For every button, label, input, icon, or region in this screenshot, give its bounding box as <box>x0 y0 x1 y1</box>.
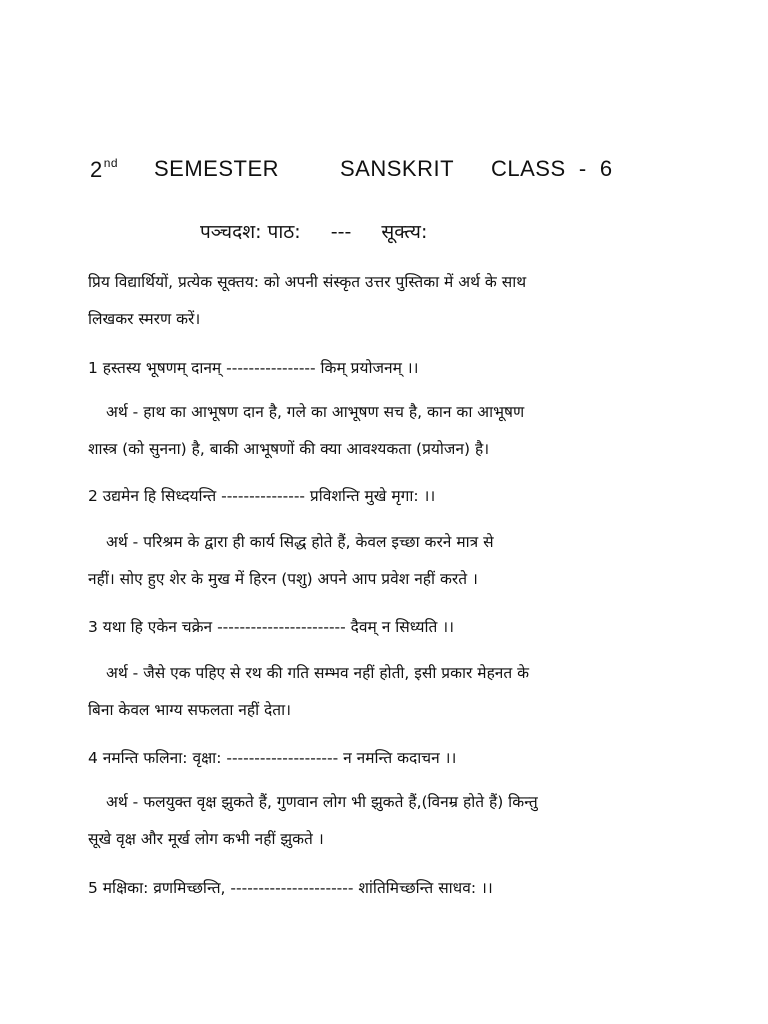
meaning-line: अर्थ - जैसे एक पहिए से रथ की गति सम्भव नहीं होती, इसी प्रकार मेहनत के <box>106 664 530 682</box>
verse-text: 2 उद्यमेन हि सिध्दयन्ति --------------- प्रविशन्ति मुखे मृगा: ।। <box>88 487 436 505</box>
verse-text: 3 यथा हि एकेन चक्रेन ----------------------- दैवम् न सिध्यति ।। <box>88 618 455 636</box>
meaning-1 <box>88 394 688 468</box>
meaning-line: बिना केवल भाग्य सफलता नहीं देता। <box>88 701 291 719</box>
verse-5 <box>88 870 688 907</box>
semester-label: SEMESTER <box>154 156 280 181</box>
verse-3 <box>88 609 688 646</box>
lesson-name: सूक्त्य: <box>381 221 428 243</box>
verse-1 <box>88 350 688 387</box>
meaning-2 <box>88 524 688 598</box>
intro-line: प्रिय विद्यार्थियों, प्रत्येक सूक्तय: को अपनी संस्कृत उत्तर पुस्तिका में अर्थ के साथ <box>88 273 527 291</box>
meaning-line: अर्थ - परिश्रम के द्वारा ही कार्य सिद्ध होते हैं, केवल इच्छा करने मात्र से <box>106 533 494 551</box>
class-label: CLASS - 6 <box>491 156 613 181</box>
ordinal-suffix: nd <box>103 156 119 170</box>
semester-number: 2nd <box>90 156 119 182</box>
lesson-number: पञ्चदश: पाठ: <box>200 221 301 243</box>
verse-4 <box>88 740 688 777</box>
subject-label: SANSKRIT <box>340 156 455 181</box>
verse-text: 5 मक्षिका: व्रणमिच्छन्ति, ---------------------- शांतिमिच्छन्ति साधव: ।। <box>88 879 493 897</box>
meaning-line: सूखे वृक्ष और मूर्ख लोग कभी नहीं झुकते । <box>88 830 324 848</box>
meaning-line: अर्थ - हाथ का आभूषण दान है, गले का आभूषण सच है, कान का आभूषण <box>106 403 525 421</box>
verse-2 <box>88 478 688 515</box>
intro-line: लिखकर स्मरण करें। <box>88 310 201 328</box>
meaning-line: शास्त्र (को सुनना) है, बाकी आभूषणों की क्या आवश्यकता (प्रयोजन) है। <box>88 440 490 458</box>
intro-paragraph <box>88 264 688 338</box>
verse-text: 4 नमन्ति फलिना: वृक्षा: -------------------- न नमन्ति कदाचन ।। <box>88 749 457 767</box>
meaning-line: नहीं। सोए हुए शेर के मुख में हिरन (पशु) अपने आप प्रवेश नहीं करते । <box>88 570 478 588</box>
meaning-4 <box>88 784 688 858</box>
verse-text: 1 हस्तस्य भूषणम् दानम् ---------------- किम् प्रयोजनम् ।। <box>88 359 419 377</box>
lesson-title <box>200 218 427 244</box>
lesson-separator: --- <box>330 221 352 243</box>
meaning-line: अर्थ - फलयुक्त वृक्ष झुकते हैं, गुणवान लोग भी झुकते हैं,(विनम्र होते हैं) किन्तु <box>106 793 538 811</box>
meaning-3 <box>88 655 688 729</box>
